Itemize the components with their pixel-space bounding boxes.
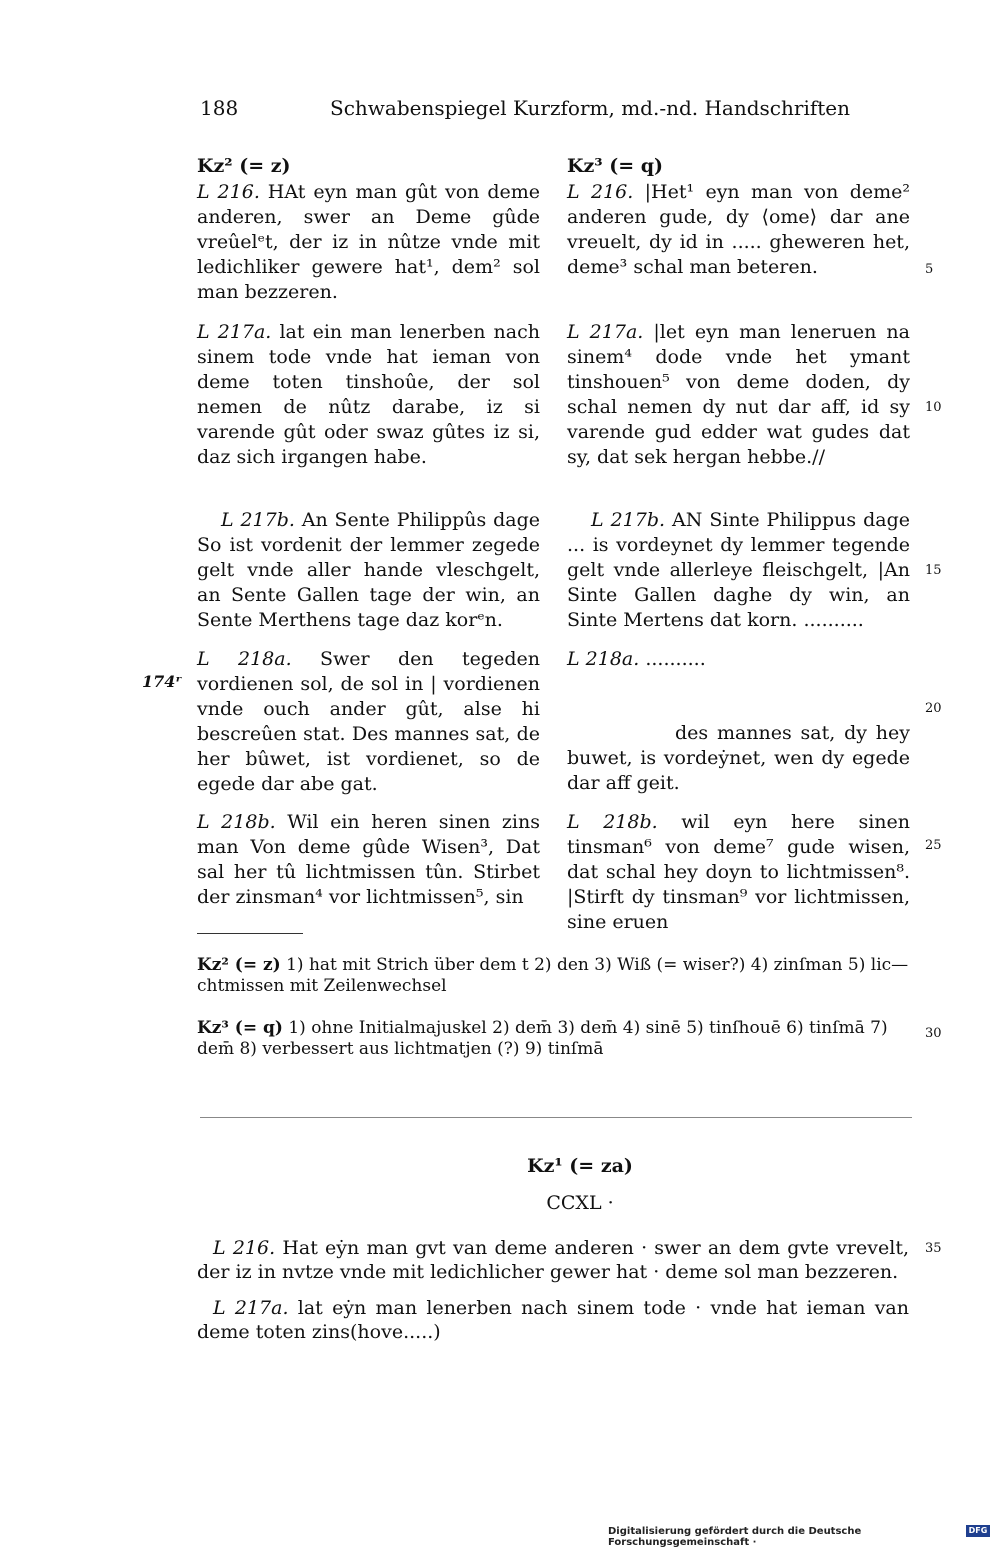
footnote-label: Kz³ (= q) [197, 1018, 283, 1038]
running-title: Schwabenspiegel Kurzform, md.-nd. Handschriften [330, 96, 850, 120]
digitization-credit: Digitalisierung gefördert durch die Deutsche Forschungsgemeinschaft · [608, 1526, 862, 1548]
section-lead: L 218b. [197, 811, 276, 833]
section-lead: L 218a. [567, 648, 640, 670]
right-para-218a-cont [567, 721, 910, 796]
line-number: 35 [925, 1241, 942, 1256]
chapter-number: CCXL · [546, 1192, 614, 1214]
right-para-218a [567, 647, 910, 672]
right-para-218b [567, 810, 910, 935]
section-lead: L 216. [213, 1237, 276, 1259]
line-number: 20 [925, 701, 942, 716]
section-text: AN Sinte Philippus dage ... is vordeynet dy lemmer tegende gelt vnde allerleye fleischgelt, |An Sinte Gallen daghe dy win, an Sinte Mertens dat korn. .......... [567, 509, 910, 631]
left-para-217b [197, 508, 540, 633]
line-number: 10 [925, 400, 942, 415]
right-column-heading: Kz³ (= q) [567, 155, 664, 177]
footnotes-q [197, 1018, 917, 1060]
section-lead: L 217a. [213, 1297, 289, 1319]
line-number: 25 [925, 838, 942, 853]
section-lead: L 218a. [197, 648, 292, 670]
section-lead: L 217b. [591, 509, 666, 531]
page-number: 188 [200, 96, 239, 120]
footnotes-z [197, 955, 917, 997]
section-text: lat eẏn man lenerben nach sinem tode · vnde hat ieman van deme toten zins(hove.....) [197, 1297, 910, 1343]
dfg-logo: DFG [966, 1525, 990, 1537]
section-text: lat ein man lenerben nach sinem tode vnde hat ieman von deme toten tinshoûe, der sol nemen de nûtz darabe, iz si varende gût oder swaz gûtes iz si, daz sich irgangen habe. [197, 321, 540, 468]
section-lead: L 217a. [197, 321, 272, 343]
section-lead: L 218b. [567, 811, 658, 833]
section-text: wil eyn here sinen tinsman⁶ von deme⁷ gude wisen, dat schal hey doyn to lichtmissen⁸. |Stirft dy tinsman⁹ vor lichtmissen, sine eruen [567, 811, 910, 933]
right-para-217a [567, 320, 910, 470]
section-text: Hat eẏn man gvt van deme anderen · swer an dem gvte vrevelt, der iz in nvtze vnde mit ledichlicher gewer hat · deme sol man bezzeren. [197, 1237, 909, 1283]
bottom-para-216 [197, 1236, 909, 1284]
left-para-217a [197, 320, 540, 470]
right-para-217b [567, 508, 910, 633]
section-text: .......... [639, 648, 706, 670]
section-text: HAt eyn man gût von deme anderen, swer an Deme gûde vreûelᵉt, der iz in nûtze vnde mit ledichliker gewere hat¹, dem² sol man bezzeren. [197, 181, 540, 303]
footnote-text: 1) ohne Initialmajuskel 2) dem̄ 3) dem̄ 4) sinē 5) tinſhouē 6) tinſmā 7) dem̄ 8) verbessert aus lichtmatjen (?) 9) tinſmā [197, 1018, 888, 1059]
folio-margin-note: 174ʳ [142, 672, 183, 691]
left-column-heading: Kz² (= z) [197, 155, 291, 177]
footnote-text: 1) hat mit Strich über dem t 2) den 3) Wiß (= wiser?) 4) zinſman 5) lic— chtmissen mit Zeilenwechsel [197, 955, 909, 996]
footnote-label: Kz² (= z) [197, 955, 281, 975]
section-text: An Sente Philippûs dage So ist vordenit der lemmer zegede gelt vnde aller hande vleschgelt, an Sente Gallen tage der win, an Sente Merthens tage daz korᵉn. [197, 509, 541, 631]
line-number: 15 [925, 563, 942, 578]
section-lead: L 216. [197, 181, 260, 203]
section-text: |Het¹ eyn man von deme² anderen gude, dy ⟨ome⟩ dar ane vreuelt, dy id in ..... gheweren het, deme³ schal man beteren. [567, 181, 910, 278]
section-lead: L 217b. [221, 509, 295, 531]
section-text: |let eyn man leneruen na sinem⁴ dode vnde het ymant tinshouen⁵ von deme doden, dy schal nemen dy nut dar aff, id sy varende gud edder wat gudes dat sy, dat sek hergan hebbe.// [567, 321, 910, 468]
left-para-218a [197, 647, 540, 797]
left-para-218b [197, 810, 540, 910]
section-lead: L 216. [567, 181, 634, 203]
section-text: des mannes sat, dy hey buwet, is vordeẏnet, wen dy egede dar aff geit. [567, 722, 910, 794]
bottom-para-217a [197, 1296, 909, 1344]
section-text: Wil ein heren sinen zins man Von deme gûde Wisen³, Dat sal her tû lichtmissen tûn. Stirbet der zinsman⁴ vor lichtmissen⁵, sin [197, 811, 540, 908]
page-header [200, 96, 900, 126]
footnote-rule [197, 933, 303, 934]
left-para-216 [197, 180, 540, 305]
bottom-heading: Kz¹ (= za) [527, 1155, 633, 1177]
line-number: 30 [925, 1026, 942, 1041]
right-para-216 [567, 180, 910, 280]
section-text: Swer den tegeden vordienen sol, de sol in | vordienen vnde ouch ander gût, alse hi bescreûen stat. Des mannes sat, de her bûwet, ist vordienet, so de egede dar abe gat. [197, 648, 540, 795]
section-lead: L 217a. [567, 321, 644, 343]
section-divider [200, 1117, 912, 1118]
line-number: 5 [925, 262, 934, 277]
